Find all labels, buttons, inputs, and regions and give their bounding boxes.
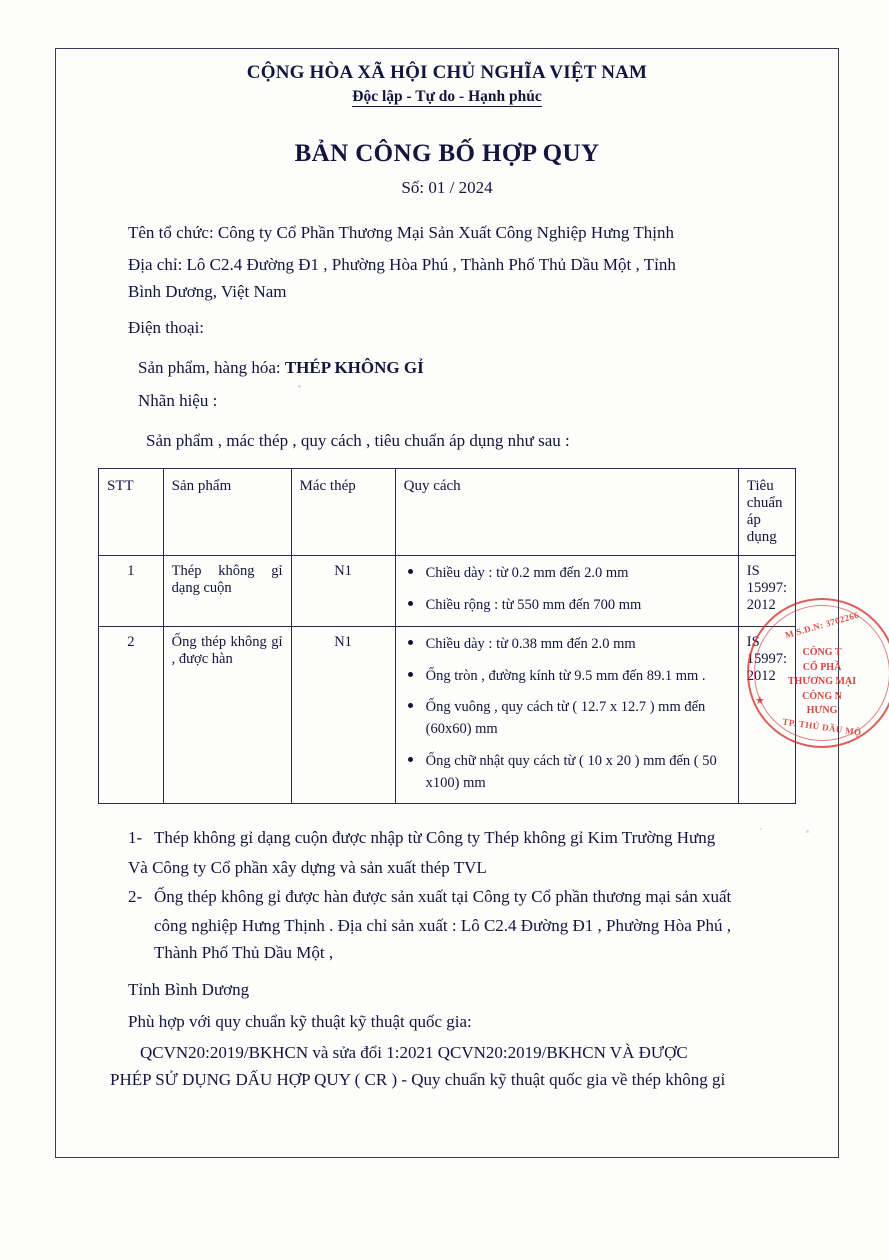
spec-text: Chiều dày : từ 0.38 mm đến 2.0 mm (425, 635, 636, 652)
conformity-line-2: PHÉP SỬ DỤNG DẤU HỢP QUY ( CR ) - Quy chuẩn kỹ thuật quốc gia về thép không gỉ (110, 1069, 726, 1089)
stamp-center-line-5: HƯNG (806, 705, 838, 716)
conformity-label: Phù hợp với quy chuẩn kỹ thuật kỹ thuật quốc gia: (128, 1011, 472, 1031)
bullet-icon (408, 601, 413, 606)
note-2-line-3: Thành Phố Thủ Dầu Một , (154, 943, 334, 963)
bullet-icon (408, 703, 413, 708)
note-1 (98, 824, 796, 851)
scan-speck (298, 385, 301, 388)
cell-spec (395, 626, 738, 804)
list-item (426, 563, 730, 585)
stamp-center-line-1: CÔNG T (802, 647, 842, 658)
bullet-icon (408, 640, 413, 645)
list-item (426, 751, 730, 795)
note-number: 2- (128, 886, 143, 906)
national-motto-text: Độc lập - Tự do - Hạnh phúc (352, 88, 542, 105)
cell-standard: IS 15997: 2012 (738, 626, 795, 804)
stamp-arc-bottom: TP. THỦ DẦU MỘ (781, 716, 863, 738)
cell-spec (395, 556, 738, 627)
bullet-icon (408, 757, 413, 762)
table-intro: Sản phẩm , mác thép , quy cách , tiêu chuẩn áp dụng như sau : (146, 431, 570, 451)
address-line-1: Địa chỉ: Lô C2.4 Đường Đ1 , Phường Hòa Phú , Thành Phố Thủ Dầu Một , Tỉnh (128, 255, 676, 275)
note-1-line-2: Và Công ty Cổ phần xây dựng và sản xuất thép TVL (128, 857, 487, 877)
spec-text: Ống tròn , đường kính từ 9.5 mm đến 89.1 mm . (425, 667, 706, 684)
note-2 (98, 883, 796, 910)
phone-line: Điện thoại: (128, 318, 205, 338)
table-header-row (99, 469, 796, 556)
table-row (99, 556, 796, 627)
stamp-arc-top: M.S.D.N: 3702266 (783, 609, 861, 641)
brand-line: Nhãn hiệu : (138, 390, 218, 410)
spec-list (404, 563, 730, 617)
list-item (426, 634, 730, 656)
list-item (426, 697, 730, 741)
cell-standard: IS 15997: 2012 (738, 556, 795, 627)
cell-stt: 1 (99, 556, 164, 627)
note-text: Thép không gỉ dạng cuộn được nhập từ Công ty Thép không gỉ Kim Trường Hưng (154, 828, 716, 848)
document-number: Số: 01 / 2024 (401, 178, 493, 197)
spec-text: Ống vuông , quy cách từ ( 12.7 x 12.7 ) mm đến (60x60) mm (425, 699, 706, 738)
table-row (99, 626, 796, 804)
product-label: Sản phẩm, hàng hóa: (138, 358, 285, 378)
note-2-line-2: công nghiệp Hưng Thịnh . Địa chỉ sản xuất : Lô C2.4 Đường Đ1 , Phường Hòa Phú , (154, 915, 731, 935)
product-line (98, 355, 796, 381)
national-header: CỘNG HÒA XÃ HỘI CHỦ NGHĨA VIỆT NAM (246, 62, 648, 83)
page-title: BẢN CÔNG BỐ HỢP QUY (294, 140, 600, 167)
header-standard: Tiêu chuẩn áp dụng (738, 469, 795, 556)
cell-product: Thép không gỉ dạng cuộn (163, 556, 291, 627)
national-motto (98, 88, 796, 106)
address-line-2: Bình Dương, Việt Nam (128, 281, 287, 301)
note-number: 1- (128, 828, 143, 848)
stamp-center-line-3: THƯƠNG MẠI (787, 676, 857, 687)
header-grade: Mác thép (291, 469, 395, 556)
conformity-line-1: QCVN20:2019/BKHCN và sửa đổi 1:2021 QCVN20:2019/BKHCN VÀ ĐƯỢC (140, 1042, 688, 1062)
list-item (426, 666, 730, 688)
province-line: Tỉnh Bình Dương (128, 980, 250, 1000)
spec-text: Ống chữ nhật quy cách từ ( 10 x 20 ) mm đến ( 50 x100) mm (425, 752, 717, 791)
header-product: Sản phẩm (163, 469, 291, 556)
spec-text: Chiều rộng : từ 550 mm đến 700 mm (425, 597, 642, 614)
cell-grade: N1 (291, 626, 395, 804)
stamp-star-icon: ★ (755, 695, 765, 707)
stamp-center-line-4: CÔNG N (802, 690, 842, 702)
spec-list (404, 634, 730, 795)
cell-grade: N1 (291, 556, 395, 627)
organization-line: Tên tổ chức: Công ty Cổ Phần Thương Mại Sản Xuất Công Nghiệp Hưng Thịnh (128, 223, 674, 242)
specification-table (98, 468, 796, 804)
header-spec: Quy cách (395, 469, 738, 556)
scan-speck (760, 828, 762, 830)
product-value: THÉP KHÔNG GỈ (284, 358, 424, 378)
closing-section (98, 976, 796, 1093)
bullet-icon (408, 569, 413, 574)
header-stt: STT (99, 469, 164, 556)
cell-stt: 2 (99, 626, 164, 804)
note-text: Ống thép không gỉ được hàn được sản xuất tại Công ty Cổ phần thương mại sản xuất (154, 886, 732, 906)
notes-section (98, 824, 796, 966)
spec-text: Chiều dày : từ 0.2 mm đến 2.0 mm (425, 565, 629, 582)
stamp-center-line-2: CỔ PHẦ (802, 661, 842, 673)
list-item (426, 595, 730, 617)
scan-speck (806, 830, 809, 833)
bullet-icon (408, 672, 413, 677)
cell-product: Ống thép không gỉ , được hàn (163, 626, 291, 804)
document-content (70, 62, 824, 1093)
